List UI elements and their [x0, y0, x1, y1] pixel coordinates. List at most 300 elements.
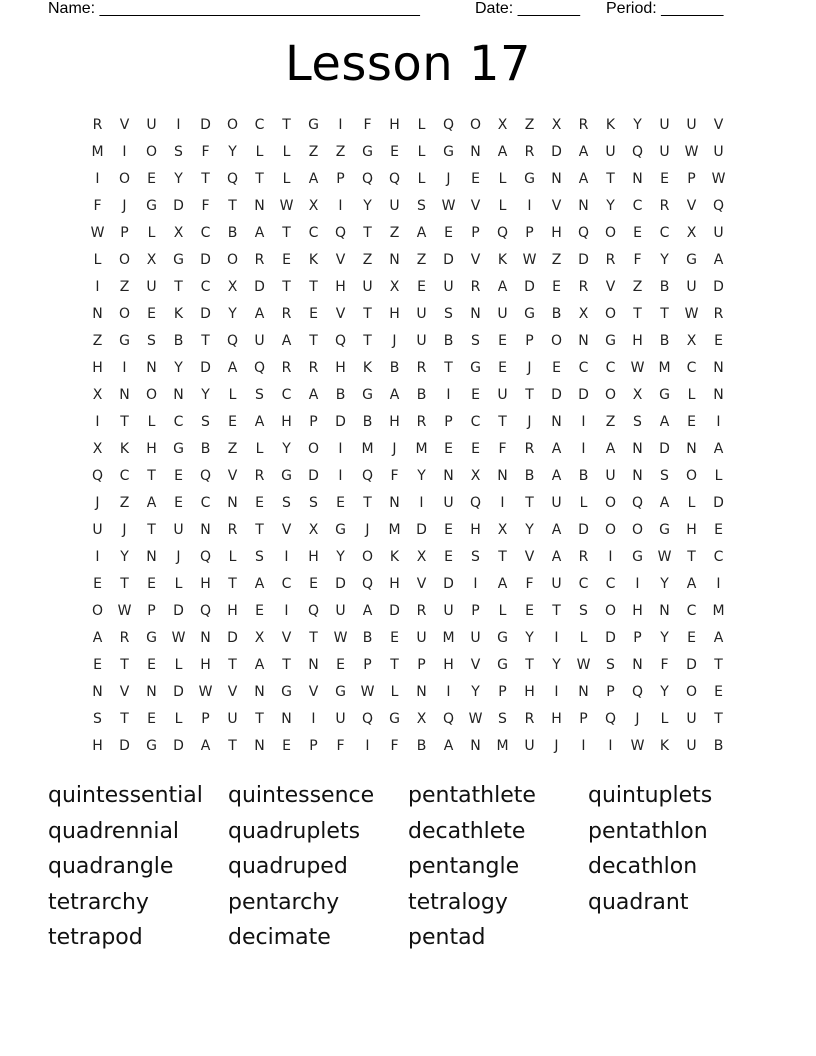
grid-cell: E: [714, 522, 723, 538]
grid-cell: I: [446, 684, 451, 700]
grid-cell: N: [443, 468, 454, 484]
date-field-label: Date: _______: [475, 0, 580, 17]
grid-cell: U: [686, 279, 697, 295]
grid-row: [84, 599, 732, 626]
grid-cell: G: [335, 684, 346, 700]
grid-cell: I: [95, 171, 100, 187]
grid-cell: A: [308, 387, 319, 403]
grid-cell: F: [390, 468, 399, 484]
grid-cell: D: [713, 279, 724, 295]
word-bank-item: quadrant: [588, 889, 689, 915]
grid-cell: Z: [389, 225, 400, 241]
grid-cell: T: [525, 657, 534, 673]
grid-cell: T: [498, 414, 507, 430]
grid-cell: D: [200, 306, 211, 322]
grid-cell: S: [471, 549, 480, 565]
grid-cell: P: [336, 171, 345, 187]
grid-cell: R: [524, 711, 535, 727]
grid-cell: Y: [363, 198, 372, 214]
grid-cell: W: [657, 549, 672, 565]
grid-cell: A: [443, 738, 454, 754]
grid-cell: G: [362, 387, 373, 403]
grid-cell: S: [201, 414, 210, 430]
grid-cell: Q: [631, 495, 644, 511]
grid-cell: H: [524, 684, 535, 700]
grid-cell: P: [417, 657, 426, 673]
grid-cell: N: [470, 306, 481, 322]
grid-row: [84, 140, 732, 167]
grid-cell: G: [173, 441, 184, 457]
grid-cell: W: [576, 657, 591, 673]
grid-cell: L: [282, 171, 291, 187]
grid-cell: G: [146, 630, 157, 646]
grid-cell: B: [362, 630, 373, 646]
grid-cell: U: [146, 117, 157, 133]
grid-cell: U: [92, 522, 103, 538]
grid-cell: A: [416, 225, 427, 241]
grid-cell: D: [173, 198, 184, 214]
grid-cell: Z: [335, 144, 346, 160]
grid-cell: C: [281, 576, 292, 592]
grid-cell: H: [470, 522, 481, 538]
grid-cell: P: [525, 333, 534, 349]
grid-cell: L: [228, 549, 237, 565]
grid-cell: W: [468, 711, 483, 727]
grid-row: [84, 356, 732, 383]
grid-cell: H: [227, 603, 238, 619]
grid-cell: N: [578, 333, 589, 349]
grid-cell: N: [200, 522, 211, 538]
grid-cell: N: [389, 495, 400, 511]
grid-cell: I: [608, 738, 613, 754]
grid-cell: J: [392, 333, 397, 349]
grid-cell: D: [389, 603, 400, 619]
grid-cell: D: [713, 495, 724, 511]
grid-cell: J: [365, 522, 370, 538]
grid-cell: F: [660, 657, 669, 673]
grid-cell: Q: [199, 549, 212, 565]
grid-cell: X: [146, 252, 157, 268]
grid-cell: Y: [228, 306, 237, 322]
grid-cell: W: [630, 738, 645, 754]
grid-cell: A: [551, 549, 562, 565]
grid-cell: U: [146, 279, 157, 295]
grid-cell: B: [578, 468, 589, 484]
grid-cell: I: [581, 441, 586, 457]
grid-cell: C: [713, 549, 724, 565]
grid-cell: H: [335, 279, 346, 295]
grid-cell: S: [633, 414, 642, 430]
grid-cell: E: [147, 306, 156, 322]
grid-cell: M: [415, 441, 428, 457]
grid-cell: F: [93, 198, 102, 214]
grid-cell: A: [497, 576, 508, 592]
grid-cell: P: [363, 657, 372, 673]
grid-row: [84, 302, 732, 329]
grid-cell: T: [147, 522, 156, 538]
grid-cell: D: [443, 576, 454, 592]
grid-cell: N: [92, 306, 103, 322]
grid-cell: T: [309, 333, 318, 349]
grid-cell: W: [630, 360, 645, 376]
grid-cell: T: [525, 387, 534, 403]
grid-cell: V: [227, 468, 238, 484]
grid-cell: T: [174, 279, 183, 295]
grid-cell: B: [659, 279, 670, 295]
grid-cell: Y: [633, 117, 642, 133]
grid-cell: Z: [416, 252, 427, 268]
grid-cell: I: [95, 279, 100, 295]
grid-cell: N: [659, 603, 670, 619]
grid-cell: S: [309, 495, 318, 511]
grid-cell: V: [470, 252, 481, 268]
grid-cell: A: [659, 495, 670, 511]
grid-cell: H: [686, 522, 697, 538]
grid-cell: T: [660, 306, 669, 322]
grid-cell: L: [174, 576, 183, 592]
grid-cell: U: [443, 279, 454, 295]
grid-cell: N: [632, 171, 643, 187]
grid-cell: B: [335, 387, 346, 403]
grid-cell: W: [684, 144, 699, 160]
grid-cell: R: [281, 360, 292, 376]
grid-cell: T: [228, 198, 237, 214]
grid-cell: G: [605, 333, 616, 349]
grid-cell: N: [470, 738, 481, 754]
grid-cell: V: [281, 630, 292, 646]
grid-cell: T: [228, 576, 237, 592]
grid-cell: E: [714, 333, 723, 349]
grid-cell: O: [145, 144, 158, 160]
grid-cell: W: [333, 630, 348, 646]
grid-cell: D: [200, 252, 211, 268]
grid-cell: Q: [442, 711, 455, 727]
grid-cell: W: [198, 684, 213, 700]
grid-row: [84, 707, 732, 734]
grid-cell: Z: [551, 252, 562, 268]
grid-cell: D: [173, 738, 184, 754]
grid-cell: H: [92, 360, 103, 376]
grid-cell: E: [552, 360, 561, 376]
grid-cell: U: [686, 711, 697, 727]
grid-cell: C: [173, 414, 184, 430]
grid-cell: R: [254, 252, 265, 268]
grid-cell: N: [146, 360, 157, 376]
grid-cell: V: [416, 576, 427, 592]
grid-cell: E: [336, 657, 345, 673]
grid-cell: I: [284, 549, 289, 565]
grid-cell: G: [659, 387, 670, 403]
grid-cell: Q: [442, 117, 455, 133]
grid-cell: T: [552, 603, 561, 619]
grid-cell: Q: [226, 333, 239, 349]
grid-cell: D: [173, 684, 184, 700]
grid-cell: G: [443, 144, 454, 160]
grid-cell: D: [578, 252, 589, 268]
grid-cell: L: [174, 711, 183, 727]
grid-cell: Z: [632, 279, 643, 295]
grid-cell: U: [335, 711, 346, 727]
grid-cell: J: [446, 171, 451, 187]
grid-cell: N: [578, 684, 589, 700]
grid-cell: Q: [361, 711, 374, 727]
grid-cell: R: [605, 252, 616, 268]
grid-cell: N: [119, 387, 130, 403]
grid-cell: U: [416, 630, 427, 646]
grid-cell: E: [147, 711, 156, 727]
grid-cell: V: [470, 198, 481, 214]
grid-cell: O: [604, 387, 617, 403]
grid-cell: S: [93, 711, 102, 727]
grid-cell: D: [443, 252, 454, 268]
grid-cell: L: [498, 171, 507, 187]
grid-cell: Y: [552, 657, 561, 673]
grid-cell: L: [228, 387, 237, 403]
grid-cell: V: [713, 117, 724, 133]
grid-cell: T: [444, 360, 453, 376]
grid-cell: T: [120, 576, 129, 592]
grid-cell: U: [686, 117, 697, 133]
grid-cell: B: [362, 414, 373, 430]
grid-cell: I: [635, 576, 640, 592]
grid-cell: A: [362, 603, 373, 619]
grid-cell: T: [282, 279, 291, 295]
grid-cell: W: [279, 198, 294, 214]
grid-row: [84, 383, 732, 410]
grid-cell: K: [308, 252, 319, 268]
grid-cell: Y: [525, 630, 534, 646]
grid-cell: Y: [336, 549, 345, 565]
grid-cell: M: [712, 603, 725, 619]
grid-cell: A: [254, 414, 265, 430]
grid-cell: E: [525, 603, 534, 619]
grid-cell: I: [716, 414, 721, 430]
grid-cell: D: [659, 441, 670, 457]
grid-cell: A: [551, 441, 562, 457]
grid-cell: I: [338, 198, 343, 214]
grid-cell: T: [228, 657, 237, 673]
grid-cell: T: [120, 414, 129, 430]
grid-cell: L: [687, 495, 696, 511]
grid-row: [84, 572, 732, 599]
grid-cell: R: [92, 117, 103, 133]
grid-cell: R: [524, 144, 535, 160]
grid-cell: Z: [308, 144, 319, 160]
grid-cell: L: [93, 252, 102, 268]
grid-cell: U: [713, 225, 724, 241]
grid-cell: I: [338, 117, 343, 133]
worksheet-header: [48, 0, 768, 22]
grid-cell: G: [497, 657, 508, 673]
grid-cell: J: [392, 441, 397, 457]
grid-cell: M: [388, 522, 401, 538]
grid-cell: A: [227, 360, 238, 376]
grid-cell: A: [551, 468, 562, 484]
grid-cell: C: [470, 414, 481, 430]
grid-cell: R: [524, 441, 535, 457]
grid-cell: T: [633, 306, 642, 322]
grid-cell: G: [362, 144, 373, 160]
grid-row: [84, 680, 732, 707]
grid-cell: E: [282, 252, 291, 268]
grid-cell: A: [497, 144, 508, 160]
grid-cell: X: [578, 306, 589, 322]
grid-cell: L: [282, 144, 291, 160]
grid-cell: L: [417, 144, 426, 160]
grid-cell: O: [604, 603, 617, 619]
grid-row: [84, 653, 732, 680]
word-bank-item: quintessential: [48, 783, 203, 808]
grid-cell: J: [635, 711, 640, 727]
grid-cell: A: [551, 522, 562, 538]
grid-cell: I: [311, 711, 316, 727]
grid-cell: F: [525, 576, 534, 592]
grid-cell: I: [338, 468, 343, 484]
grid-cell: L: [417, 171, 426, 187]
grid-cell: X: [632, 387, 643, 403]
grid-cell: I: [608, 549, 613, 565]
grid-cell: Z: [119, 495, 130, 511]
grid-cell: R: [416, 360, 427, 376]
grid-cell: R: [578, 279, 589, 295]
grid-cell: U: [443, 495, 454, 511]
grid-row: [84, 491, 732, 518]
grid-cell: T: [363, 495, 372, 511]
grid-cell: U: [659, 144, 670, 160]
grid-cell: H: [92, 738, 103, 754]
grid-cell: D: [200, 360, 211, 376]
grid-cell: D: [227, 630, 238, 646]
word-bank-item: decathlete: [408, 818, 526, 844]
word-bank-item: quintuplets: [588, 783, 713, 808]
grid-cell: H: [389, 306, 400, 322]
grid-cell: P: [201, 711, 210, 727]
grid-row: [84, 437, 732, 464]
grid-cell: U: [605, 468, 616, 484]
grid-cell: B: [200, 441, 211, 457]
grid-cell: Y: [660, 630, 669, 646]
grid-cell: O: [685, 468, 698, 484]
grid-cell: Z: [92, 333, 103, 349]
grid-cell: O: [604, 495, 617, 511]
grid-cell: X: [389, 279, 400, 295]
grid-cell: R: [254, 468, 265, 484]
grid-cell: B: [659, 333, 670, 349]
grid-cell: F: [201, 198, 210, 214]
grid-cell: E: [147, 657, 156, 673]
grid-cell: E: [444, 225, 453, 241]
grid-cell: N: [254, 738, 265, 754]
grid-cell: N: [146, 684, 157, 700]
grid-cell: U: [605, 144, 616, 160]
grid-cell: U: [524, 738, 535, 754]
grid-cell: Y: [606, 198, 615, 214]
grid-cell: P: [444, 414, 453, 430]
grid-cell: L: [147, 414, 156, 430]
grid-cell: T: [282, 225, 291, 241]
grid-cell: C: [200, 495, 211, 511]
grid-cell: E: [147, 171, 156, 187]
grid-cell: B: [443, 333, 454, 349]
grid-cell: P: [147, 603, 156, 619]
period-field-label: Period: _______: [606, 0, 724, 17]
grid-cell: W: [117, 603, 132, 619]
grid-cell: C: [281, 387, 292, 403]
grid-cell: U: [416, 306, 427, 322]
grid-cell: S: [417, 198, 426, 214]
grid-cell: R: [227, 522, 238, 538]
grid-cell: Q: [388, 171, 401, 187]
grid-cell: U: [470, 630, 481, 646]
grid-cell: U: [659, 117, 670, 133]
grid-cell: Q: [199, 468, 212, 484]
grid-cell: T: [255, 711, 264, 727]
grid-cell: Y: [471, 684, 480, 700]
grid-cell: Q: [469, 495, 482, 511]
grid-cell: I: [554, 684, 559, 700]
grid-cell: W: [522, 252, 537, 268]
grid-cell: V: [119, 684, 130, 700]
grid-cell: T: [255, 522, 264, 538]
grid-cell: A: [200, 738, 211, 754]
grid-cell: C: [578, 360, 589, 376]
grid-cell: T: [363, 333, 372, 349]
grid-cell: A: [389, 387, 400, 403]
grid-cell: A: [497, 279, 508, 295]
grid-cell: G: [632, 549, 643, 565]
grid-cell: O: [118, 306, 131, 322]
grid-cell: L: [417, 117, 426, 133]
grid-cell: K: [173, 306, 184, 322]
grid-cell: V: [335, 306, 346, 322]
grid-cell: J: [95, 495, 100, 511]
grid-cell: J: [554, 738, 559, 754]
grid-cell: N: [389, 252, 400, 268]
grid-cell: D: [578, 387, 589, 403]
grid-cell: P: [309, 414, 318, 430]
grid-cell: H: [146, 441, 157, 457]
grid-cell: N: [470, 144, 481, 160]
grid-cell: K: [389, 549, 400, 565]
grid-row: [84, 113, 732, 140]
grid-cell: Q: [361, 468, 374, 484]
grid-cell: C: [578, 576, 589, 592]
grid-cell: E: [714, 684, 723, 700]
grid-cell: S: [255, 549, 264, 565]
grid-cell: P: [498, 684, 507, 700]
grid-cell: G: [173, 252, 184, 268]
grid-cell: H: [200, 657, 211, 673]
grid-cell: N: [578, 198, 589, 214]
grid-cell: E: [471, 441, 480, 457]
grid-cell: K: [119, 441, 130, 457]
grid-cell: Y: [660, 576, 669, 592]
grid-cell: E: [282, 738, 291, 754]
grid-cell: V: [335, 252, 346, 268]
grid-cell: Y: [174, 360, 183, 376]
grid-cell: S: [147, 333, 156, 349]
grid-cell: X: [497, 117, 508, 133]
grid-cell: E: [687, 630, 696, 646]
grid-cell: E: [309, 576, 318, 592]
grid-cell: E: [444, 441, 453, 457]
grid-cell: L: [255, 441, 264, 457]
grid-cell: N: [254, 198, 265, 214]
grid-cell: O: [631, 522, 644, 538]
grid-cell: V: [308, 684, 319, 700]
grid-cell: M: [442, 630, 455, 646]
word-bank-item: pentad: [408, 925, 486, 951]
